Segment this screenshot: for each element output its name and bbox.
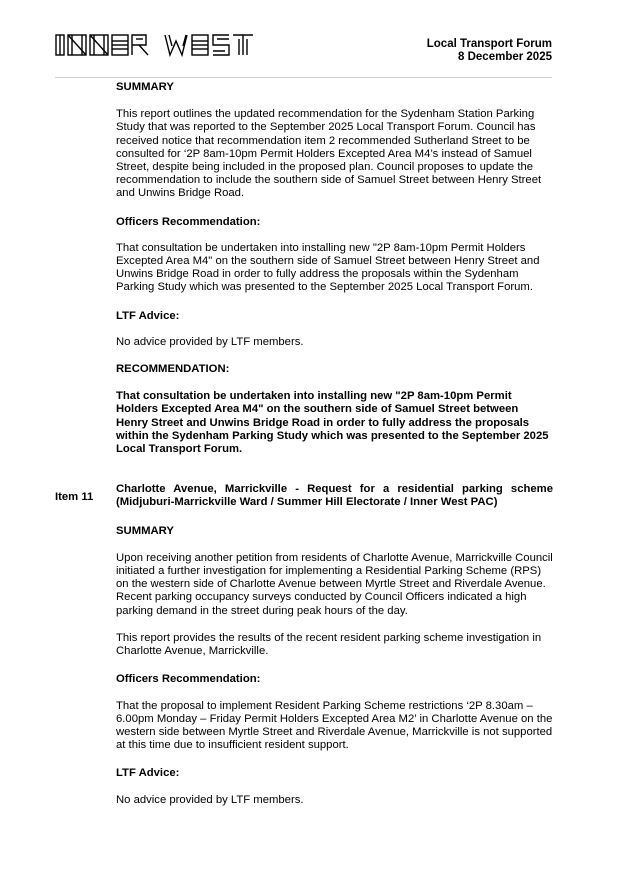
item-officers-recommendation-heading: Officers Recommendation:: [116, 673, 261, 686]
item-ltf-advice-heading: LTF Advice:: [116, 767, 180, 780]
summary-paragraph: This report outlines the updated recommendation for the Sydenham Station Parking Study that was reported to the September 2025 Local Transport Forum. Council has received notice that recommendation item 2 recommended Sutherland Street to be consulted for ‘2P 8am-10pm Permit Holders Excepted Area M4’s instead of Samuel Street, despite being included in the proposed plan. Council proposes to update the recommendation to include the southern side of Samuel Street between Henry Street and Unwins Bridge Road.: [116, 108, 542, 200]
header-divider: [55, 77, 552, 78]
officers-recommendation-paragraph: That consultation be undertaken into installing new "2P 8am-10pm Permit Holders Excepted Area M4" on the southern side of Samuel Street between Henry Street and Unwins Bridge Road in order to fully address the proposals within the Sydenham Parking Study which was presented to the September 2025 Local Transport Forum.: [116, 241, 540, 294]
item-summary-heading: SUMMARY: [116, 524, 174, 537]
item-ltf-advice-paragraph: No advice provided by LTF members.: [116, 793, 304, 806]
document-body: [116, 81, 553, 807]
item-officers-recommendation-paragraph: That the proposal to implement Resident Parking Scheme restrictions ‘2P 8.30am – 6.00pm Monday – Friday Permit Holders Excepted Area M2’ in Charlotte Avenue on the western side between Myrtle Street and Riverdale Avenue, Marrickville is not supported at this time due to insufficient resident support.: [116, 699, 553, 752]
forum-name: Local Transport Forum: [426, 38, 552, 50]
meeting-date: 8 December 2025: [458, 51, 552, 63]
inner-west-logo: [55, 33, 255, 57]
recommendation-heading: RECOMMENDATION:: [116, 363, 230, 376]
item-number: Item 11: [55, 491, 94, 503]
item-summary-paragraph: Upon receiving another petition from residents of Charlotte Avenue, Marrickville Council initiated a further investigation for implementing a Residential Parking Scheme (RPS) on the western side of Charlotte Avenue between Myrtle Street and Riverdale Avenue. Recent parking occupancy surveys conducted by Council Officers indicated a high parking demand in the street during peak hours of the day.: [116, 551, 553, 617]
recommendation-paragraph: That consultation be undertaken into installing new "2P 8am-10pm Permit Holders Excepted Area M4" on the southern side of Samuel Street between Henry Street and Unwins Bridge Road in order to fully address the proposals within the Sydenham Parking Study which was presented to the September 2025 Local Transport Forum.: [116, 390, 549, 456]
ltf-advice-heading: LTF Advice:: [116, 309, 180, 322]
header-forum-info: [427, 38, 552, 64]
officers-recommendation-heading: Officers Recommendation:: [116, 215, 261, 228]
item-summary-paragraph-2: This report provides the results of the recent resident parking scheme investigation in Charlotte Avenue, Marrickville.: [116, 631, 542, 658]
ltf-advice-paragraph: No advice provided by LTF members.: [116, 335, 304, 348]
summary-heading: SUMMARY: [116, 81, 174, 93]
item-title: Charlotte Avenue, Marrickville - Request for a residential parking scheme (Midjuburi-Marrickville Ward / Summer Hill Electorate / Inner West PAC): [116, 483, 553, 509]
